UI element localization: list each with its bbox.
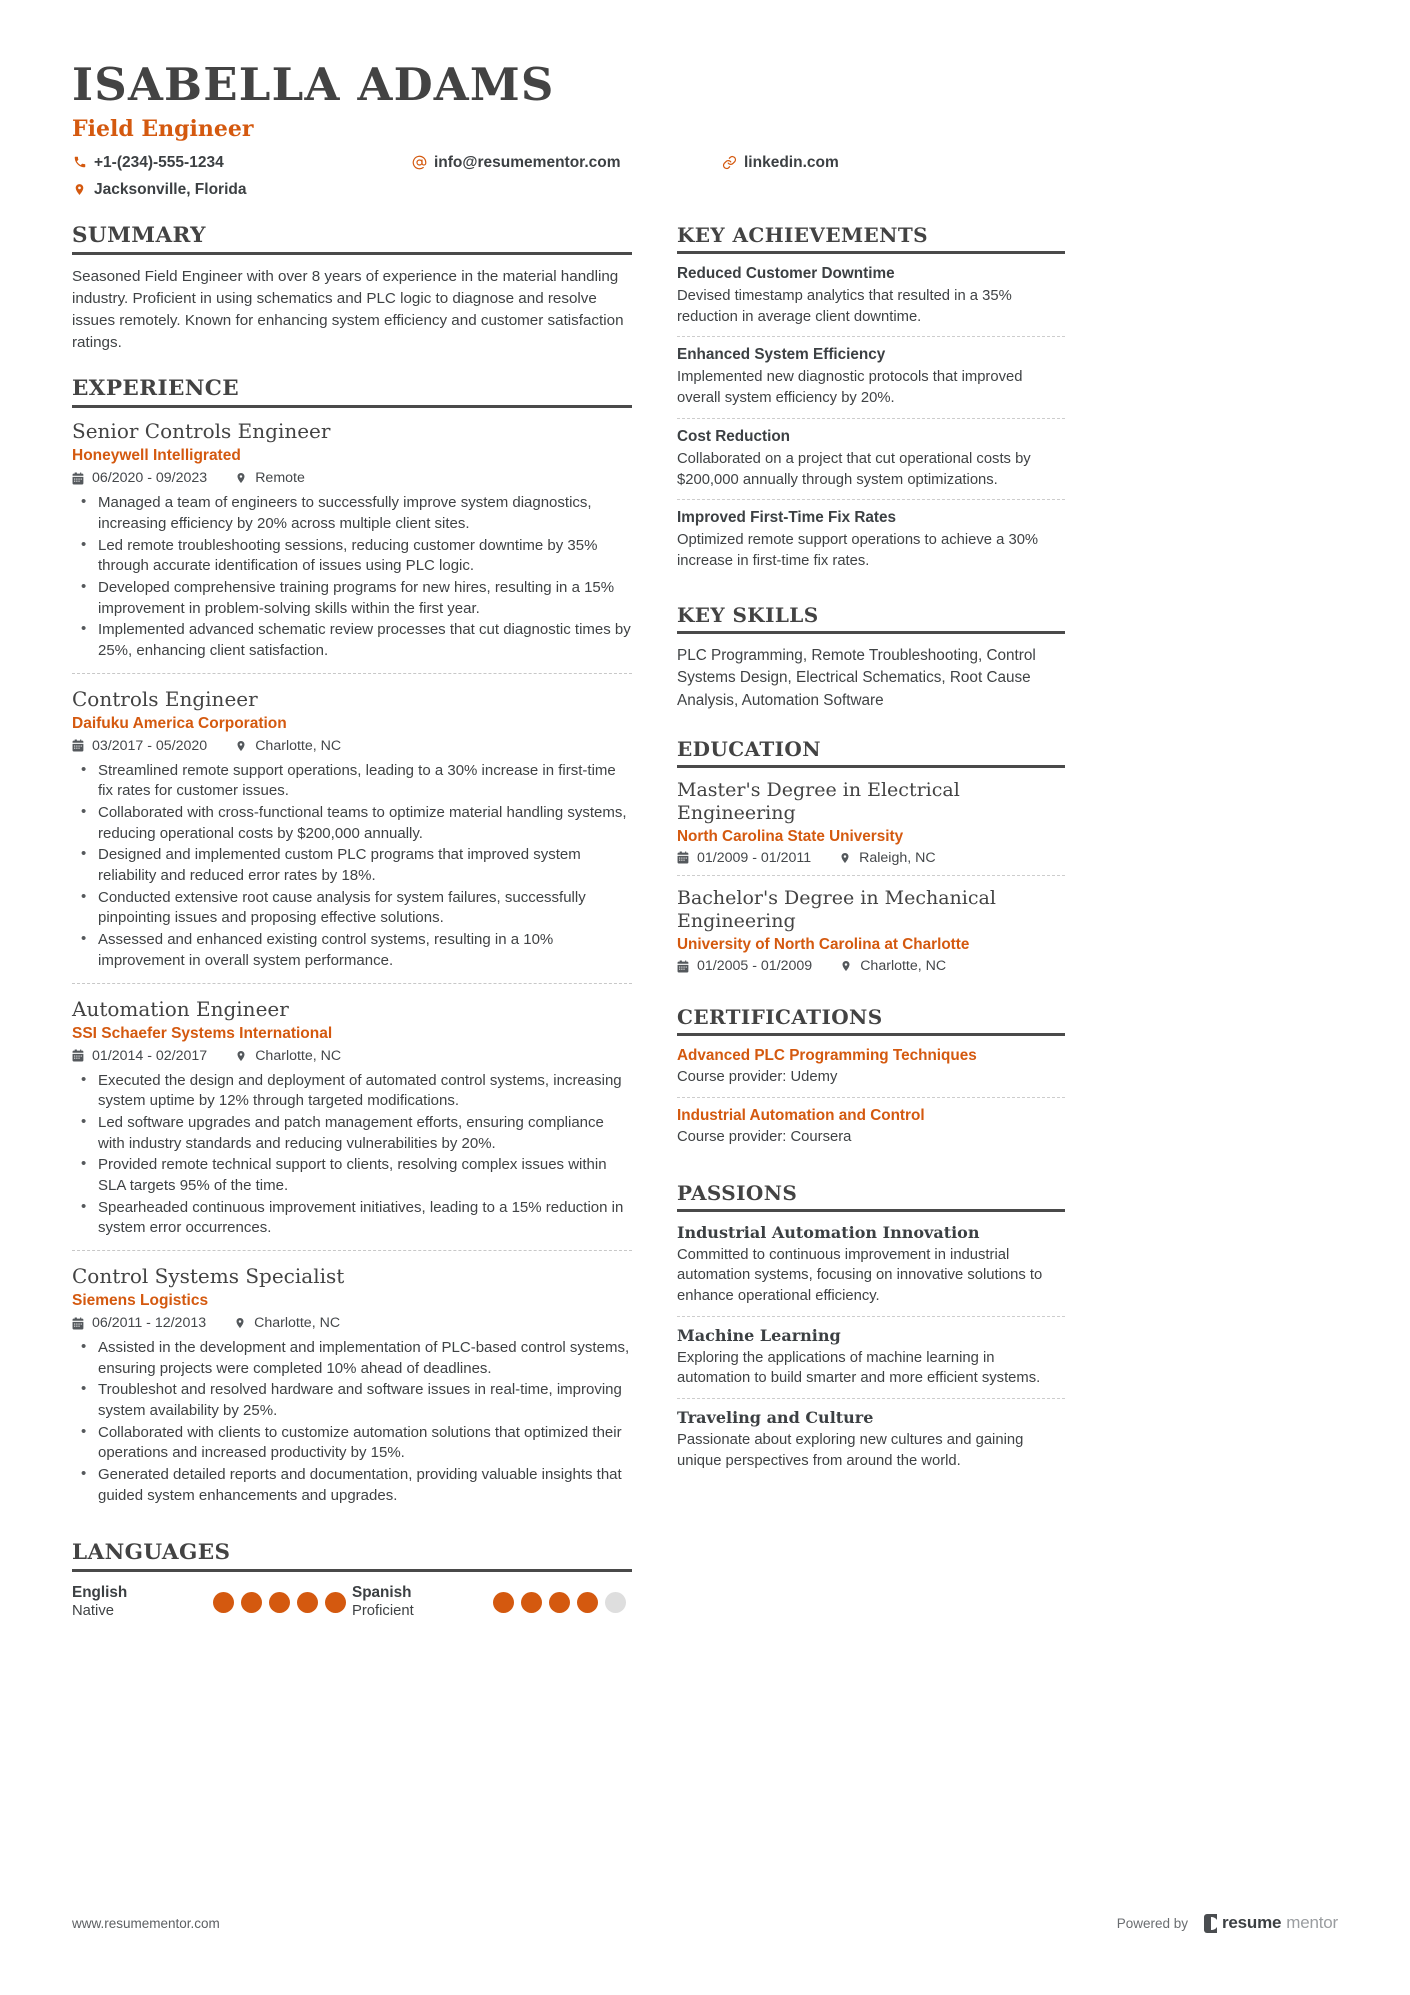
contact-phone[interactable] [72, 151, 412, 174]
certification-item [677, 1047, 1065, 1097]
certification-title: Advanced PLC Programming Techniques [677, 1047, 977, 1065]
certification-item [677, 1097, 1065, 1157]
passion-text: Exploring the applications of machine learning in automation to build smarter and more efficient systems. [677, 1349, 1041, 1387]
language-rating-dot [549, 1592, 570, 1613]
achievement-item [677, 336, 1065, 417]
experience-dates-text: 01/2014 - 02/2017 [92, 1047, 208, 1064]
experience-bullets [72, 1338, 632, 1507]
map-pin-icon [840, 959, 853, 973]
experience-heading: EXPERIENCE [72, 376, 632, 408]
languages-heading: LANGUAGES [72, 1540, 632, 1572]
experience-entry [72, 673, 632, 983]
contact-location-text: Jacksonville, Florida [94, 180, 247, 198]
language-rating-dot [213, 1592, 234, 1613]
experience-bullet: • Executed the design and deployment of automated control systems, increasing system uptime by 12% through targeted modifications. [72, 1071, 632, 1112]
experience-role: Controls Engineer [72, 686, 258, 711]
language-item [72, 1583, 352, 1622]
experience-bullet: • Assisted in the development and implementation of PLC-based control systems, ensuring projects were completed 10% ahead of deadlines. [72, 1338, 632, 1379]
left-column [72, 223, 632, 1630]
achievement-text: Devised timestamp analytics that resulted in a 35% reduction in average client downtime. [677, 288, 1012, 325]
passions-list [677, 1223, 1065, 1481]
passion-item [677, 1223, 1065, 1316]
education-school: North Carolina State University [677, 827, 904, 845]
achievement-title: Reduced Customer Downtime [677, 265, 895, 282]
experience-meta [72, 470, 632, 486]
education-degree: Bachelor's Degree in Mechanical Engineering [677, 886, 996, 933]
language-name: English [72, 1583, 128, 1601]
education-entry [677, 875, 1065, 983]
section-certifications [677, 1005, 1065, 1156]
calendar-icon [677, 960, 690, 973]
language-labels [72, 1583, 127, 1622]
experience-bullet: • Managed a team of engineers to successfully improve system diagnostics, increasing efficiency by 20% across multiple client sites. [72, 493, 632, 534]
key-achievements-list [677, 265, 1065, 581]
section-education [677, 737, 1065, 984]
map-pin-icon [72, 182, 87, 197]
experience-dates-text: 06/2011 - 12/2013 [92, 1315, 207, 1331]
experience-bullet: • Spearheaded continuous improvement initiatives, leading to a 15% reduction in system error occurrences. [72, 1198, 632, 1239]
education-dates [677, 850, 811, 866]
certification-provider: Course provider: Coursera [677, 1128, 852, 1145]
certifications-heading: CERTIFICATIONS [677, 1005, 1065, 1036]
key-achievements-heading: KEY ACHIEVEMENTS [677, 223, 1065, 254]
experience-location-text: Charlotte, NC [255, 737, 342, 754]
map-pin-icon [234, 1316, 247, 1330]
page-footer [72, 1913, 1338, 1933]
section-key-skills [677, 603, 1065, 713]
right-column [677, 223, 1065, 1630]
achievement-text: Optimized remote support operations to achieve a 30% increase in first-time fix rates. [677, 532, 1039, 569]
education-meta [677, 850, 1065, 866]
language-labels [352, 1583, 414, 1622]
language-rating-dot [241, 1592, 262, 1613]
calendar-icon [72, 739, 85, 752]
phone-icon [72, 155, 87, 169]
education-entry [677, 779, 1065, 875]
map-pin-icon [839, 851, 852, 865]
language-name: Spanish [352, 1583, 412, 1601]
experience-entry [72, 1250, 632, 1518]
resume-header [72, 60, 1338, 201]
key-skills-heading: KEY SKILLS [677, 603, 1065, 634]
contact-column-primary [72, 151, 412, 202]
contact-column-website [722, 151, 1022, 202]
contact-info [72, 151, 1212, 202]
experience-bullet: • Assessed and enhanced existing control systems, resulting in a 10% improvement in overall system performance. [72, 930, 632, 971]
contact-column-email [412, 151, 722, 202]
education-dates-text: 01/2005 - 01/2009 [697, 958, 813, 975]
language-level: Proficient [352, 1603, 414, 1620]
calendar-icon [677, 851, 690, 864]
experience-bullet: • Generated detailed reports and documentation, providing valuable insights that guided system enhancements and upgrades. [72, 1465, 632, 1506]
summary-text: Seasoned Field Engineer with over 8 years of experience in the material handling industry. Proficient in using schematics and PLC logic to diagnose and resolve issues remotely. Known for enhancing system efficiency and customer satisfaction ratings. [72, 268, 624, 352]
passion-item [677, 1398, 1065, 1480]
experience-role: Automation Engineer [72, 996, 289, 1021]
language-rating-dot [493, 1592, 514, 1613]
contact-email[interactable] [412, 151, 722, 174]
experience-meta [72, 1048, 632, 1064]
resumementor-mark-icon [1204, 1914, 1217, 1933]
language-level: Native [72, 1603, 114, 1620]
calendar-icon [72, 1317, 85, 1330]
experience-organization: SSI Schaefer Systems International [72, 1024, 333, 1042]
experience-location-text: Charlotte, NC [254, 1315, 341, 1331]
experience-role: Control Systems Specialist [72, 1264, 345, 1288]
experience-bullet: • Collaborated with clients to customize automation solutions that optimized their operations and increased productivity by 15%. [72, 1423, 632, 1464]
brand-name-light: mentor [1286, 1913, 1338, 1932]
experience-organization: Honeywell Intelligrated [72, 447, 241, 465]
contact-website-text: linkedin.com [744, 153, 839, 171]
experience-bullet: • Led software upgrades and patch management efforts, ensuring compliance with industry standards and reducing vulnerabilities by 20%. [72, 1113, 632, 1154]
section-experience [72, 376, 632, 1517]
experience-dates [72, 1048, 207, 1064]
experience-dates [72, 470, 207, 486]
experience-bullet: • Collaborated with cross-functional teams to optimize material handling systems, reducing operational costs by $200,000 annually. [72, 803, 632, 844]
experience-bullets [72, 1071, 632, 1240]
experience-location [235, 738, 341, 754]
experience-bullet: • Led remote troubleshooting sessions, reducing customer downtime by 35% through accurate identification of issues using PLC logic. [72, 536, 632, 577]
passion-text: Committed to continuous improvement in industrial automation systems, focusing on innovative solutions to enhance operational efficiency. [677, 1246, 1043, 1304]
education-location-text: Raleigh, NC [859, 849, 936, 866]
experience-bullet: • Troubleshot and resolved hardware and software issues in real-time, improving system availability by 25%. [72, 1380, 632, 1421]
experience-location-text: Remote [255, 470, 305, 487]
achievement-title: Enhanced System Efficiency [677, 346, 886, 364]
experience-bullet: • Provided remote technical support to clients, resolving complex issues within SLA targets 95% of the time. [72, 1155, 632, 1196]
language-rating [493, 1592, 632, 1613]
education-degree: Master's Degree in Electrical Engineering [677, 778, 960, 824]
passion-text: Passionate about exploring new cultures and gaining unique perspectives from around the world. [677, 1432, 1024, 1469]
contact-location [72, 178, 412, 201]
passion-title: Machine Learning [677, 1325, 841, 1345]
powered-by-label: Powered by [1116, 1915, 1188, 1931]
experience-entry [72, 419, 632, 673]
experience-organization: Daifuku America Corporation [72, 714, 287, 732]
experience-location-text: Charlotte, NC [255, 1047, 342, 1064]
language-rating-dot [577, 1592, 598, 1613]
education-location [840, 958, 946, 974]
certification-provider: Course provider: Udemy [677, 1069, 838, 1086]
experience-dates-text: 06/2020 - 09/2023 [92, 470, 208, 487]
footer-url[interactable]: www.resumementor.com [72, 1915, 220, 1931]
contact-phone-text: +1-(234)-555-1234 [94, 153, 224, 171]
experience-bullets [72, 761, 632, 972]
education-location-text: Charlotte, NC [860, 958, 947, 975]
achievement-title: Improved First-Time Fix Rates [677, 509, 897, 527]
language-rating-dot [521, 1592, 542, 1613]
language-rating-dot [269, 1592, 290, 1613]
resumementor-logo [1204, 1913, 1338, 1933]
at-sign-icon [412, 155, 427, 170]
certifications-list [677, 1047, 1065, 1156]
map-pin-icon [235, 739, 248, 753]
experience-meta [72, 738, 632, 754]
experience-bullet: • Implemented advanced schematic review processes that cut diagnostic times by 25%, enhancing client satisfaction. [72, 620, 632, 661]
experience-organization: Siemens Logistics [72, 1292, 209, 1309]
experience-dates [72, 738, 207, 754]
link-icon [722, 155, 737, 170]
contact-email-text: info@resumementor.com [434, 153, 621, 171]
certification-title: Industrial Automation and Control [677, 1106, 925, 1124]
experience-dates [72, 1315, 206, 1331]
experience-list [72, 419, 632, 1517]
language-rating-dot [297, 1592, 318, 1613]
experience-bullets [72, 493, 632, 662]
candidate-job-title: Field Engineer [72, 115, 254, 142]
education-meta [677, 958, 1065, 974]
footer-branding [1117, 1913, 1338, 1933]
achievement-item [677, 418, 1065, 499]
experience-bullet: • Designed and implemented custom PLC programs that improved system reliability and reduced error rates by 18%. [72, 845, 632, 886]
education-dates [677, 958, 812, 974]
experience-location [235, 1048, 341, 1064]
contact-website[interactable] [722, 151, 1022, 174]
achievement-item [677, 265, 1065, 336]
achievement-text: Collaborated on a project that cut operational costs by $200,000 annually through system optimizations. [677, 450, 1031, 488]
section-passions [677, 1181, 1065, 1481]
experience-location [235, 470, 305, 486]
language-rating [213, 1592, 352, 1613]
passion-title: Industrial Automation Innovation [677, 1222, 980, 1242]
education-location [839, 850, 936, 866]
achievement-text: Implemented new diagnostic protocols that improved overall system efficiency by 20%. [677, 369, 1023, 407]
experience-bullet: • Streamlined remote support operations, leading to a 30% increase in first-time fix rates for customer issues. [72, 761, 632, 802]
experience-bullet: • Developed comprehensive training programs for new hires, resulting in a 15% improvement in problem-solving skills within the first year. [72, 578, 632, 619]
languages-list [72, 1583, 632, 1622]
calendar-icon [72, 472, 85, 485]
experience-role: Senior Controls Engineer [72, 419, 331, 444]
resume-body [72, 223, 1338, 1630]
experience-bullet: • Conducted extensive root cause analysis for system failures, successfully pinpointing issues and proposing effective solutions. [72, 888, 632, 929]
language-item [352, 1583, 632, 1622]
education-heading: EDUCATION [677, 737, 1065, 768]
map-pin-icon [235, 471, 248, 485]
education-list [677, 779, 1065, 984]
education-school: University of North Carolina at Charlotte [677, 936, 970, 954]
language-rating-dot [605, 1592, 626, 1613]
section-summary [72, 223, 632, 354]
education-dates-text: 01/2009 - 01/2011 [697, 849, 812, 866]
achievement-item [677, 499, 1065, 580]
calendar-icon [72, 1049, 85, 1062]
candidate-name: ISABELLA ADAMS [72, 58, 555, 111]
section-key-achievements [677, 223, 1065, 581]
experience-entry [72, 983, 632, 1251]
experience-meta [72, 1315, 632, 1331]
map-pin-icon [235, 1049, 248, 1063]
language-rating-dot [325, 1592, 346, 1613]
passions-heading: PASSIONS [677, 1181, 1065, 1212]
column-spacer [632, 223, 677, 1630]
summary-heading: SUMMARY [72, 223, 632, 255]
experience-dates-text: 03/2017 - 05/2020 [92, 737, 208, 754]
experience-location [234, 1315, 340, 1331]
key-skills-text: PLC Programming, Remote Troubleshooting, Control Systems Design, Electrical Schematics, Root Cause Analysis, Automation Software [677, 646, 1036, 709]
achievement-title: Cost Reduction [677, 427, 791, 445]
brand-name-bold: resume [1222, 1913, 1282, 1932]
passion-title: Traveling and Culture [677, 1408, 874, 1428]
section-languages [72, 1540, 632, 1622]
passion-item [677, 1316, 1065, 1398]
